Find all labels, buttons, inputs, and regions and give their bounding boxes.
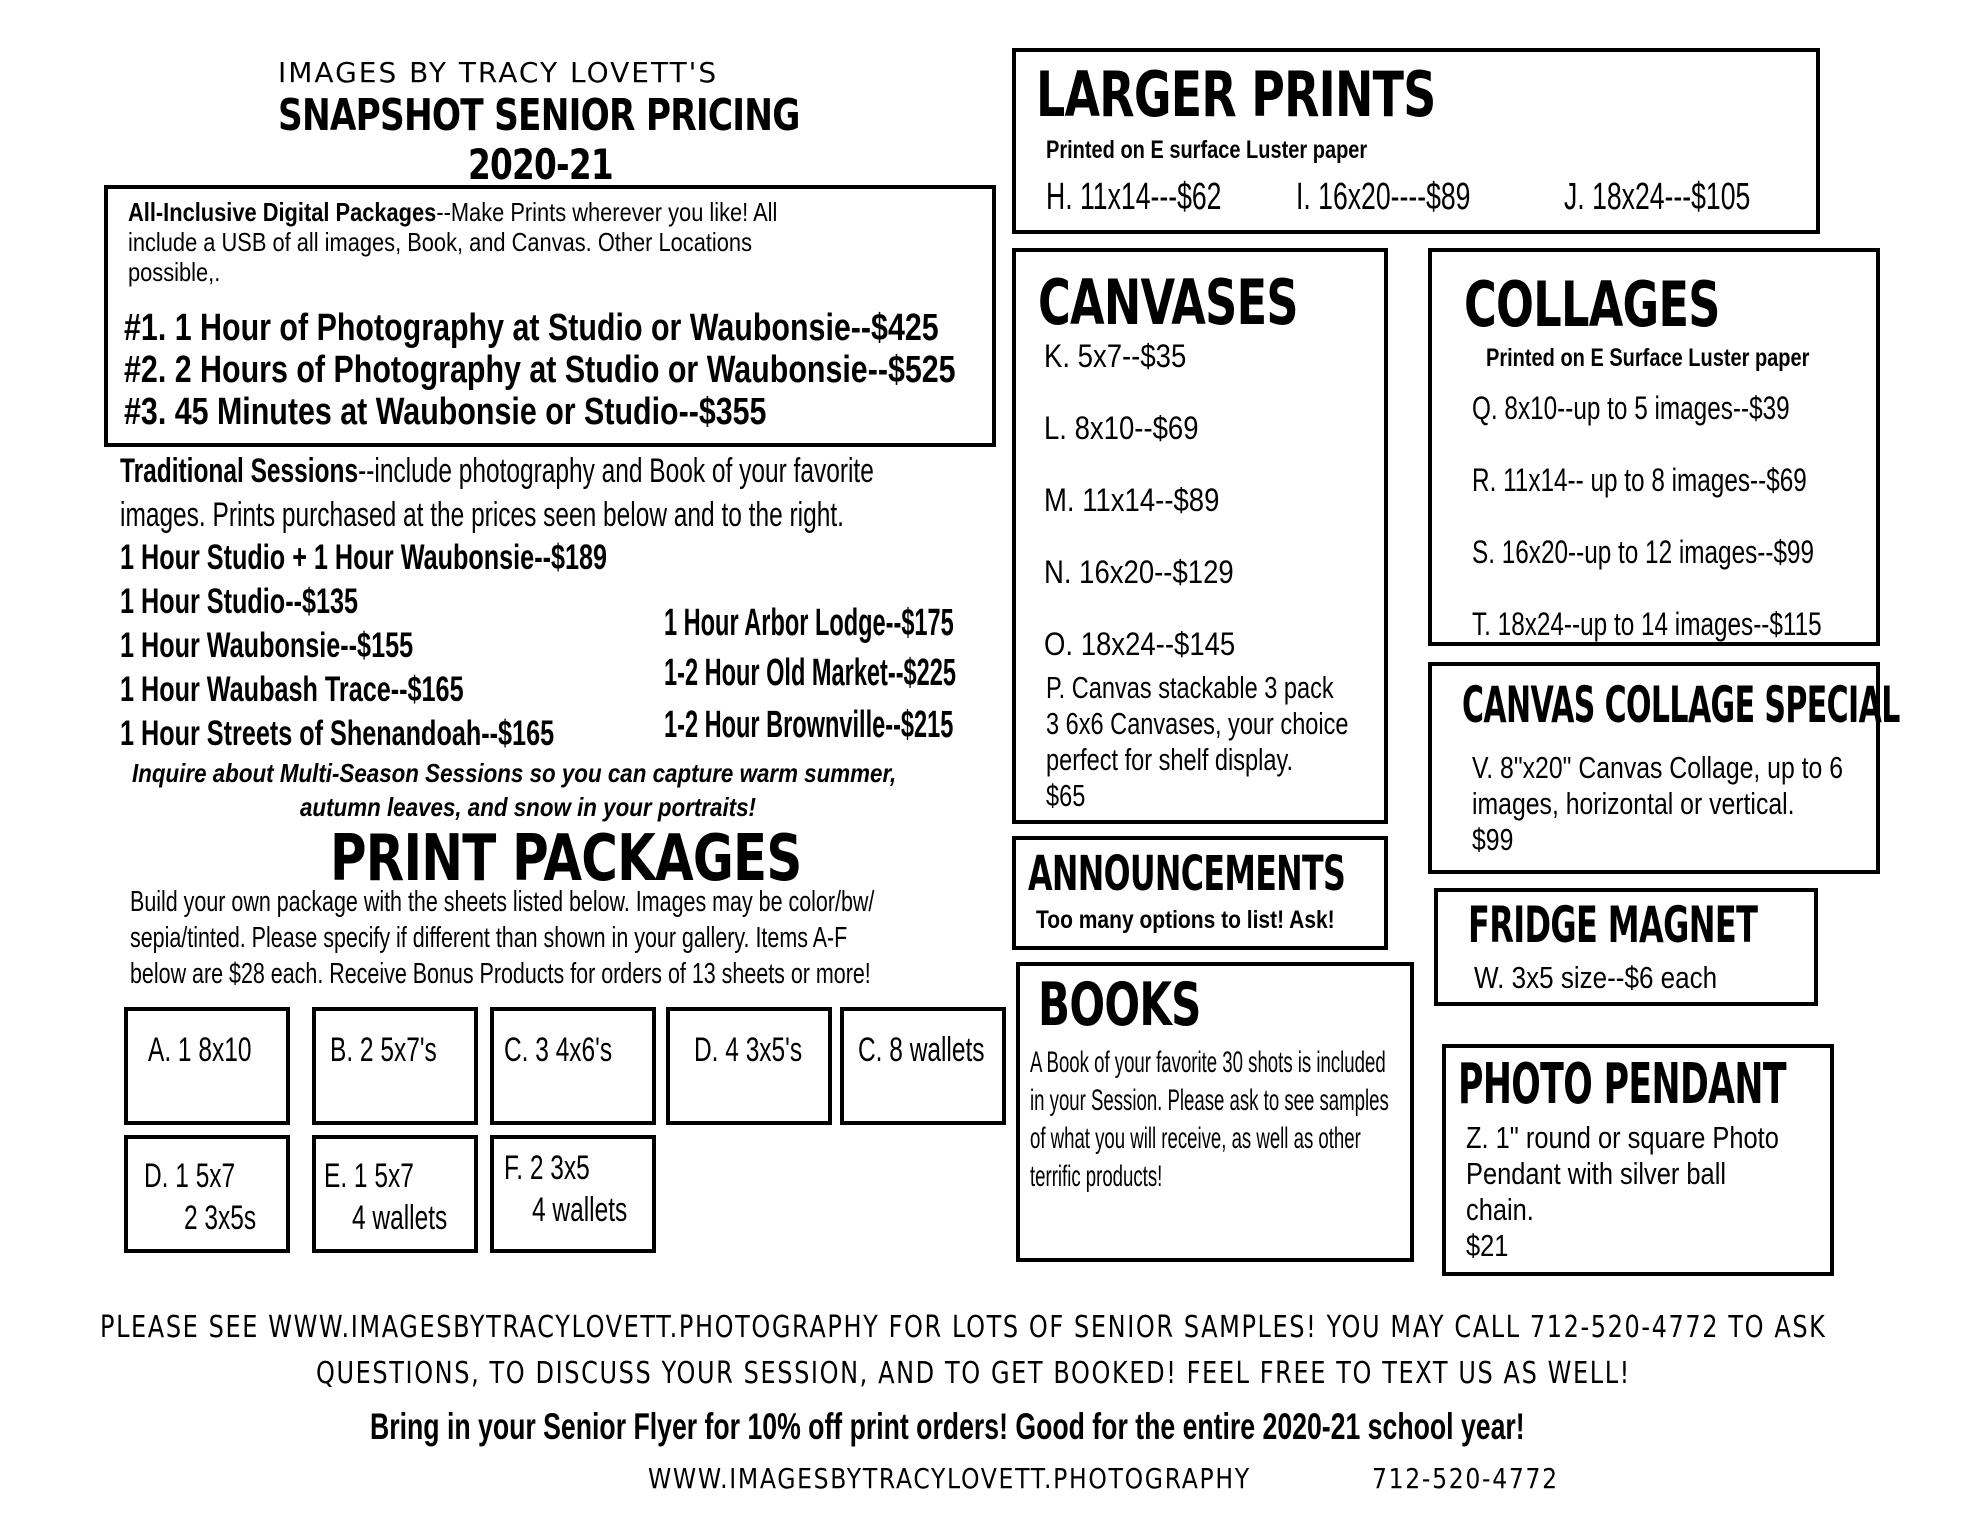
books-desc-2: in your Session. Please ask to see samples — [1030, 1084, 1389, 1117]
canvases-title: CANVASES — [1038, 266, 1298, 339]
footer-phone[interactable]: 712-520-4772 — [1372, 1462, 1559, 1495]
collages-box — [1428, 248, 1880, 646]
digital-packages-title: All-Inclusive Digital Packages — [128, 197, 437, 227]
fridge-magnet-box — [1434, 888, 1818, 1006]
larger-print-item: J. 18x24---$105 — [1564, 176, 1751, 218]
traditional-sessions-desc: --include photography and Book of your favorite — [358, 452, 874, 490]
session-item: 1 Hour Streets of Shenandoah--$165 — [120, 714, 555, 753]
larger-prints-subtitle: Printed on E surface Luster paper — [1046, 136, 1368, 164]
books-desc-3: of what you will receive, as well as other — [1030, 1122, 1361, 1155]
collage-item: Q. 8x10--up to 5 images--$39 — [1472, 390, 1790, 426]
books-desc: A Book of your favorite 30 shots is included — [1030, 1046, 1386, 1079]
traditional-sessions-title: Traditional Sessions — [120, 452, 359, 490]
footer-website[interactable]: WWW.IMAGESBYTRACYLOVETT.PHOTOGRAPHY — [648, 1462, 1251, 1495]
package-sheet-label: 2 3x5s — [184, 1199, 257, 1237]
multi-season-note-2: autumn leaves, and snow in your portraits! — [300, 792, 756, 822]
books-desc-4: terrific products! — [1030, 1160, 1163, 1193]
session-item: 1-2 Hour Brownville--$215 — [664, 704, 954, 746]
canvases-box — [1012, 248, 1388, 824]
canvas-item: M. 11x14--$89 — [1044, 482, 1220, 518]
pricing-year: 2020-21 — [468, 140, 613, 189]
larger-print-item: H. 11x14---$62 — [1046, 176, 1222, 218]
footer-info-2: QUESTIONS, TO DISCUSS YOUR SESSION, AND TO GET BOOKED! FEEL FREE TO TEXT US AS WELL! — [316, 1356, 1631, 1391]
fridge-magnet-text: W. 3x5 size--$6 each — [1474, 960, 1718, 995]
canvas-pack-price: $65 — [1046, 778, 1086, 813]
collage-item: T. 18x24--up to 14 images--$115 — [1472, 606, 1822, 642]
print-packages-desc-2: sepia/tinted. Please specify if different than shown in your gallery. Items A-F — [130, 922, 848, 954]
package-sheet-label: 4 wallets — [532, 1191, 628, 1229]
fridge-magnet-title: FRIDGE MAGNET — [1468, 896, 1758, 954]
package-sheet-label: D. 4 3x5's — [694, 1031, 803, 1069]
package-sheet-d-combo — [124, 1135, 290, 1253]
package-sheet-label: D. 1 5x7 — [144, 1157, 236, 1195]
canvas-collage-desc-2: images, horizontal or vertical. — [1472, 786, 1795, 821]
digital-package-2: #2. 2 Hours of Photography at Studio or Waubonsie--$525 — [124, 349, 956, 391]
page-title: SNAPSHOT SENIOR PRICING — [278, 90, 800, 141]
traditional-sessions-desc-2: images. Prints purchased at the prices seen below and to the right. — [120, 496, 844, 534]
session-item: 1 Hour Waubonsie--$155 — [120, 626, 414, 665]
announcements-box — [1012, 836, 1388, 950]
package-sheet-a — [124, 1007, 290, 1125]
package-sheet-b — [312, 1007, 478, 1125]
canvas-pack-desc-2: 3 6x6 Canvases, your choice — [1046, 706, 1349, 741]
canvas-item: O. 18x24--$145 — [1044, 626, 1236, 662]
package-sheet-d — [666, 1007, 832, 1125]
canvas-item: N. 16x20--$129 — [1044, 554, 1234, 590]
announcements-title: ANNOUNCEMENTS — [1028, 846, 1346, 902]
larger-prints-title: LARGER PRINTS — [1036, 58, 1436, 131]
canvas-collage-title: CANVAS COLLAGE SPECIAL — [1462, 676, 1900, 734]
session-item: 1-2 Hour Old Market--$225 — [664, 652, 956, 694]
session-item: 1 Hour Arbor Lodge--$175 — [664, 602, 954, 644]
canvas-item: K. 5x7--$35 — [1044, 338, 1187, 374]
print-packages-desc-3: below are $28 each. Receive Bonus Products for orders of 13 sheets or more! — [130, 958, 871, 990]
print-packages-title: PRINT PACKAGES — [330, 822, 802, 896]
photo-pendant-box — [1442, 1044, 1834, 1276]
larger-print-item: I. 16x20----$89 — [1296, 176, 1471, 218]
photo-pendant-title: PHOTO PENDANT — [1458, 1052, 1786, 1117]
collages-subtitle: Printed on E Surface Luster paper — [1486, 344, 1810, 372]
canvas-pack-desc-3: perfect for shelf display. — [1046, 742, 1294, 777]
digital-package-3: #3. 45 Minutes at Waubonsie or Studio--$355 — [124, 391, 767, 433]
multi-season-note: Inquire about Multi-Season Sessions so you can capture warm summer, — [132, 758, 897, 788]
print-packages-desc: Build your own package with the sheets listed below. Images may be color/bw/ — [130, 886, 875, 918]
collage-item: S. 16x20--up to 12 images--$99 — [1472, 534, 1815, 570]
package-sheet-label: B. 2 5x7's — [330, 1031, 437, 1069]
package-sheet-wallets — [840, 1007, 1006, 1125]
books-title: BOOKS — [1038, 970, 1201, 1040]
digital-packages-desc-3: possible,. — [128, 257, 221, 287]
canvas-pack-desc: P. Canvas stackable 3 pack — [1046, 670, 1334, 705]
digital-packages-desc-2: include a USB of all images, Book, and Canvas. Other Locations — [128, 227, 753, 257]
announcements-text: Too many options to list! Ask! — [1036, 906, 1335, 934]
package-sheet-c — [490, 1007, 656, 1125]
brand-name: IMAGES BY TRACY LOVETT'S — [278, 56, 719, 89]
books-box — [1016, 962, 1414, 1262]
canvas-collage-price: $99 — [1472, 822, 1514, 857]
larger-prints-box — [1012, 48, 1820, 234]
session-item: 1 Hour Waubash Trace--$165 — [120, 670, 464, 709]
digital-packages-desc: --Make Prints wherever you like! All — [436, 197, 778, 227]
package-sheet-label: C. 8 wallets — [858, 1031, 985, 1069]
collage-item: R. 11x14-- up to 8 images--$69 — [1472, 462, 1807, 498]
canvas-collage-desc: V. 8"x20" Canvas Collage, up to 6 — [1472, 750, 1844, 785]
canvas-item: L. 8x10--$69 — [1044, 410, 1199, 446]
collages-title: COLLAGES — [1464, 268, 1720, 341]
package-sheet-label: F. 2 3x5 — [504, 1149, 590, 1187]
package-sheet-label: A. 1 8x10 — [148, 1031, 252, 1069]
digital-packages-box — [104, 185, 996, 447]
session-item: 1 Hour Studio + 1 Hour Waubonsie--$189 — [120, 538, 608, 577]
promo-banner: Bring in your Senior Flyer for 10% off print orders! Good for the entire 2020-21 school year! — [370, 1406, 1525, 1447]
package-sheet-label: 4 wallets — [352, 1199, 448, 1237]
package-sheet-f-combo — [490, 1135, 656, 1253]
photo-pendant-desc-2: Pendant with silver ball — [1466, 1156, 1726, 1191]
photo-pendant-price: $21 — [1466, 1228, 1509, 1263]
package-sheet-e-combo — [312, 1135, 478, 1253]
photo-pendant-desc: Z. 1" round or square Photo — [1466, 1120, 1779, 1155]
digital-package-1: #1. 1 Hour of Photography at Studio or Waubonsie--$425 — [124, 307, 939, 349]
session-item: 1 Hour Studio--$135 — [120, 582, 359, 621]
photo-pendant-desc-3: chain. — [1466, 1192, 1534, 1227]
footer-info: PLEASE SEE WWW.IMAGESBYTRACYLOVETT.PHOTOGRAPHY FOR LOTS OF SENIOR SAMPLES! YOU MAY CALL 712-520-4772 TO ASK — [100, 1310, 1827, 1345]
canvas-collage-special-box — [1428, 662, 1900, 874]
package-sheet-label: C. 3 4x6's — [504, 1031, 613, 1069]
package-sheet-label: E. 1 5x7 — [324, 1157, 414, 1195]
